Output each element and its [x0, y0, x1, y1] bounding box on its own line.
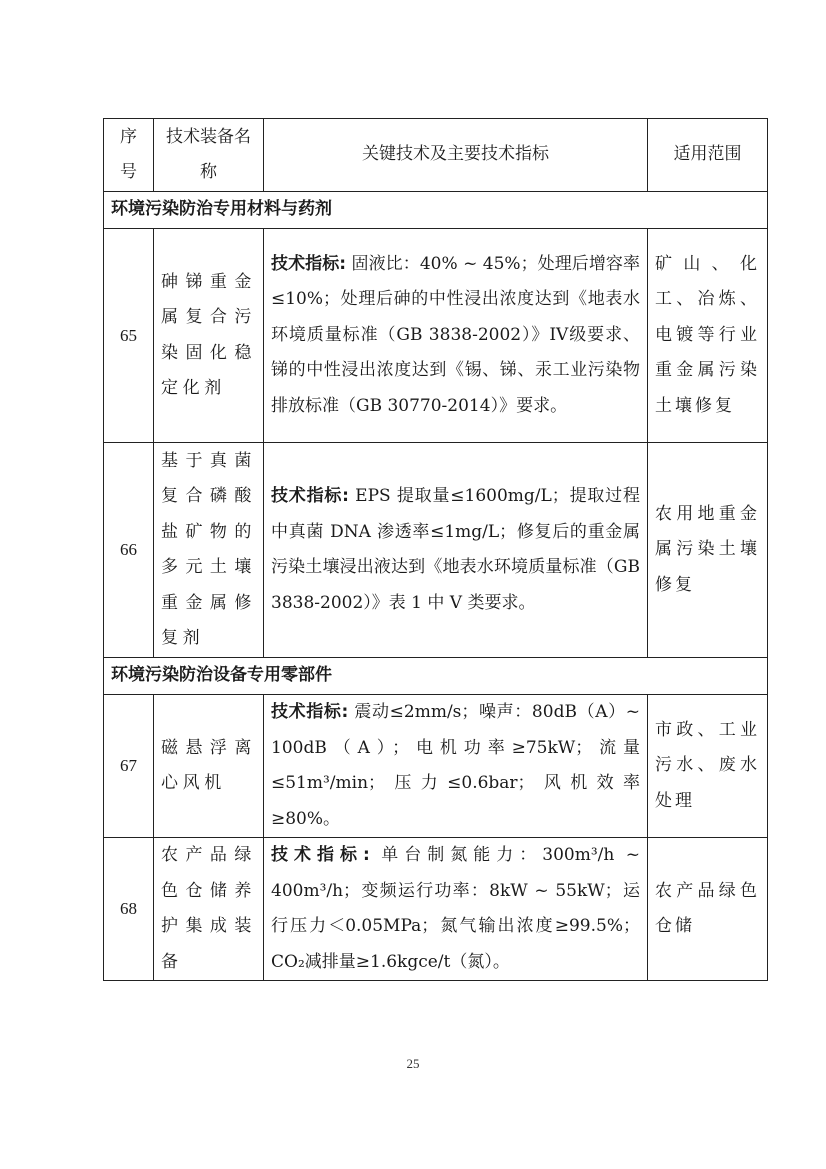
application-scope: 农产品绿色仓储 — [648, 838, 768, 981]
section-row — [104, 192, 768, 229]
table-row — [104, 229, 768, 443]
spec-text: 单台制氮能力：300m³/h ~ 400m³/h；变频运行功率：8kW ~ 55kW；运行压力＜0.05MPa；氮气输出浓度≥99.5%；CO₂减排量≥1.6kgce/t（氮）。 — [271, 845, 640, 972]
technology-equipment-table — [103, 118, 768, 981]
section-title: 环境污染防治设备专用零部件 — [104, 658, 768, 695]
equipment-name: 磁悬浮离心风机 — [154, 695, 264, 838]
spec-label: 技术指标: — [271, 486, 349, 506]
equipment-name: 基于真菌复合磷酸盐矿物的多元土壤重金属修复剂 — [154, 443, 264, 658]
spec-label: 技术指标: — [271, 702, 349, 722]
spec-label: 技术指标: — [271, 253, 347, 274]
spec-text: EPS 提取量≤1600mg/L；提取过程中真菌 DNA 渗透率≤1mg/L；修复后的重金属污染土壤浸出液达到《地表水环境质量标准（GB 3838-2002）》表 1 中 V 类要求。 — [271, 486, 640, 613]
table-row — [104, 838, 768, 981]
key-technology-spec — [264, 695, 648, 838]
application-scope: 矿山、化工、冶炼、电镀等行业重金属污染土壤修复 — [648, 229, 768, 443]
table-header-row — [104, 119, 768, 192]
section-row — [104, 658, 768, 695]
row-number: 65 — [104, 229, 154, 443]
key-technology-spec — [264, 838, 648, 981]
header-scope: 适用范围 — [648, 119, 768, 192]
header-seq: 序号 — [104, 119, 154, 192]
key-technology-spec — [264, 443, 648, 658]
table-row — [104, 695, 768, 838]
section-title: 环境污染防治专用材料与药剂 — [104, 192, 768, 229]
spec-text: 震动≤2mm/s；噪声：80dB（A）~ 100dB（A）；电机功率≥75kW；流量≤51m³/min；压力≤0.6bar；风机效率≥80%。 — [271, 702, 640, 829]
page-number: 25 — [406, 1056, 420, 1071]
header-spec: 关键技术及主要技术指标 — [264, 119, 648, 192]
row-number: 67 — [104, 695, 154, 838]
application-scope: 市政、工业污水、废水处理 — [648, 695, 768, 838]
application-scope: 农用地重金属污染土壤修复 — [648, 443, 768, 658]
spec-label: 技术指标: — [271, 845, 370, 865]
equipment-name: 农产品绿色仓储养护集成装备 — [154, 838, 264, 981]
key-technology-spec — [264, 229, 648, 443]
spec-text: 固液比：40% ~ 45%；处理后增容率≤10%；处理后砷的中性浸出浓度达到《地表水环境质量标准（GB 3838-2002）》IV级要求、锑的中性浸出浓度达到《锡、锑、汞工业污染物排放标准（GB 30770-2014）》要求。 — [271, 253, 640, 416]
header-name: 技术装备名称 — [154, 119, 264, 192]
row-number: 68 — [104, 838, 154, 981]
table-row — [104, 443, 768, 658]
row-number: 66 — [104, 443, 154, 658]
equipment-name: 砷锑重金属复合污染固化稳定化剂 — [154, 229, 264, 443]
